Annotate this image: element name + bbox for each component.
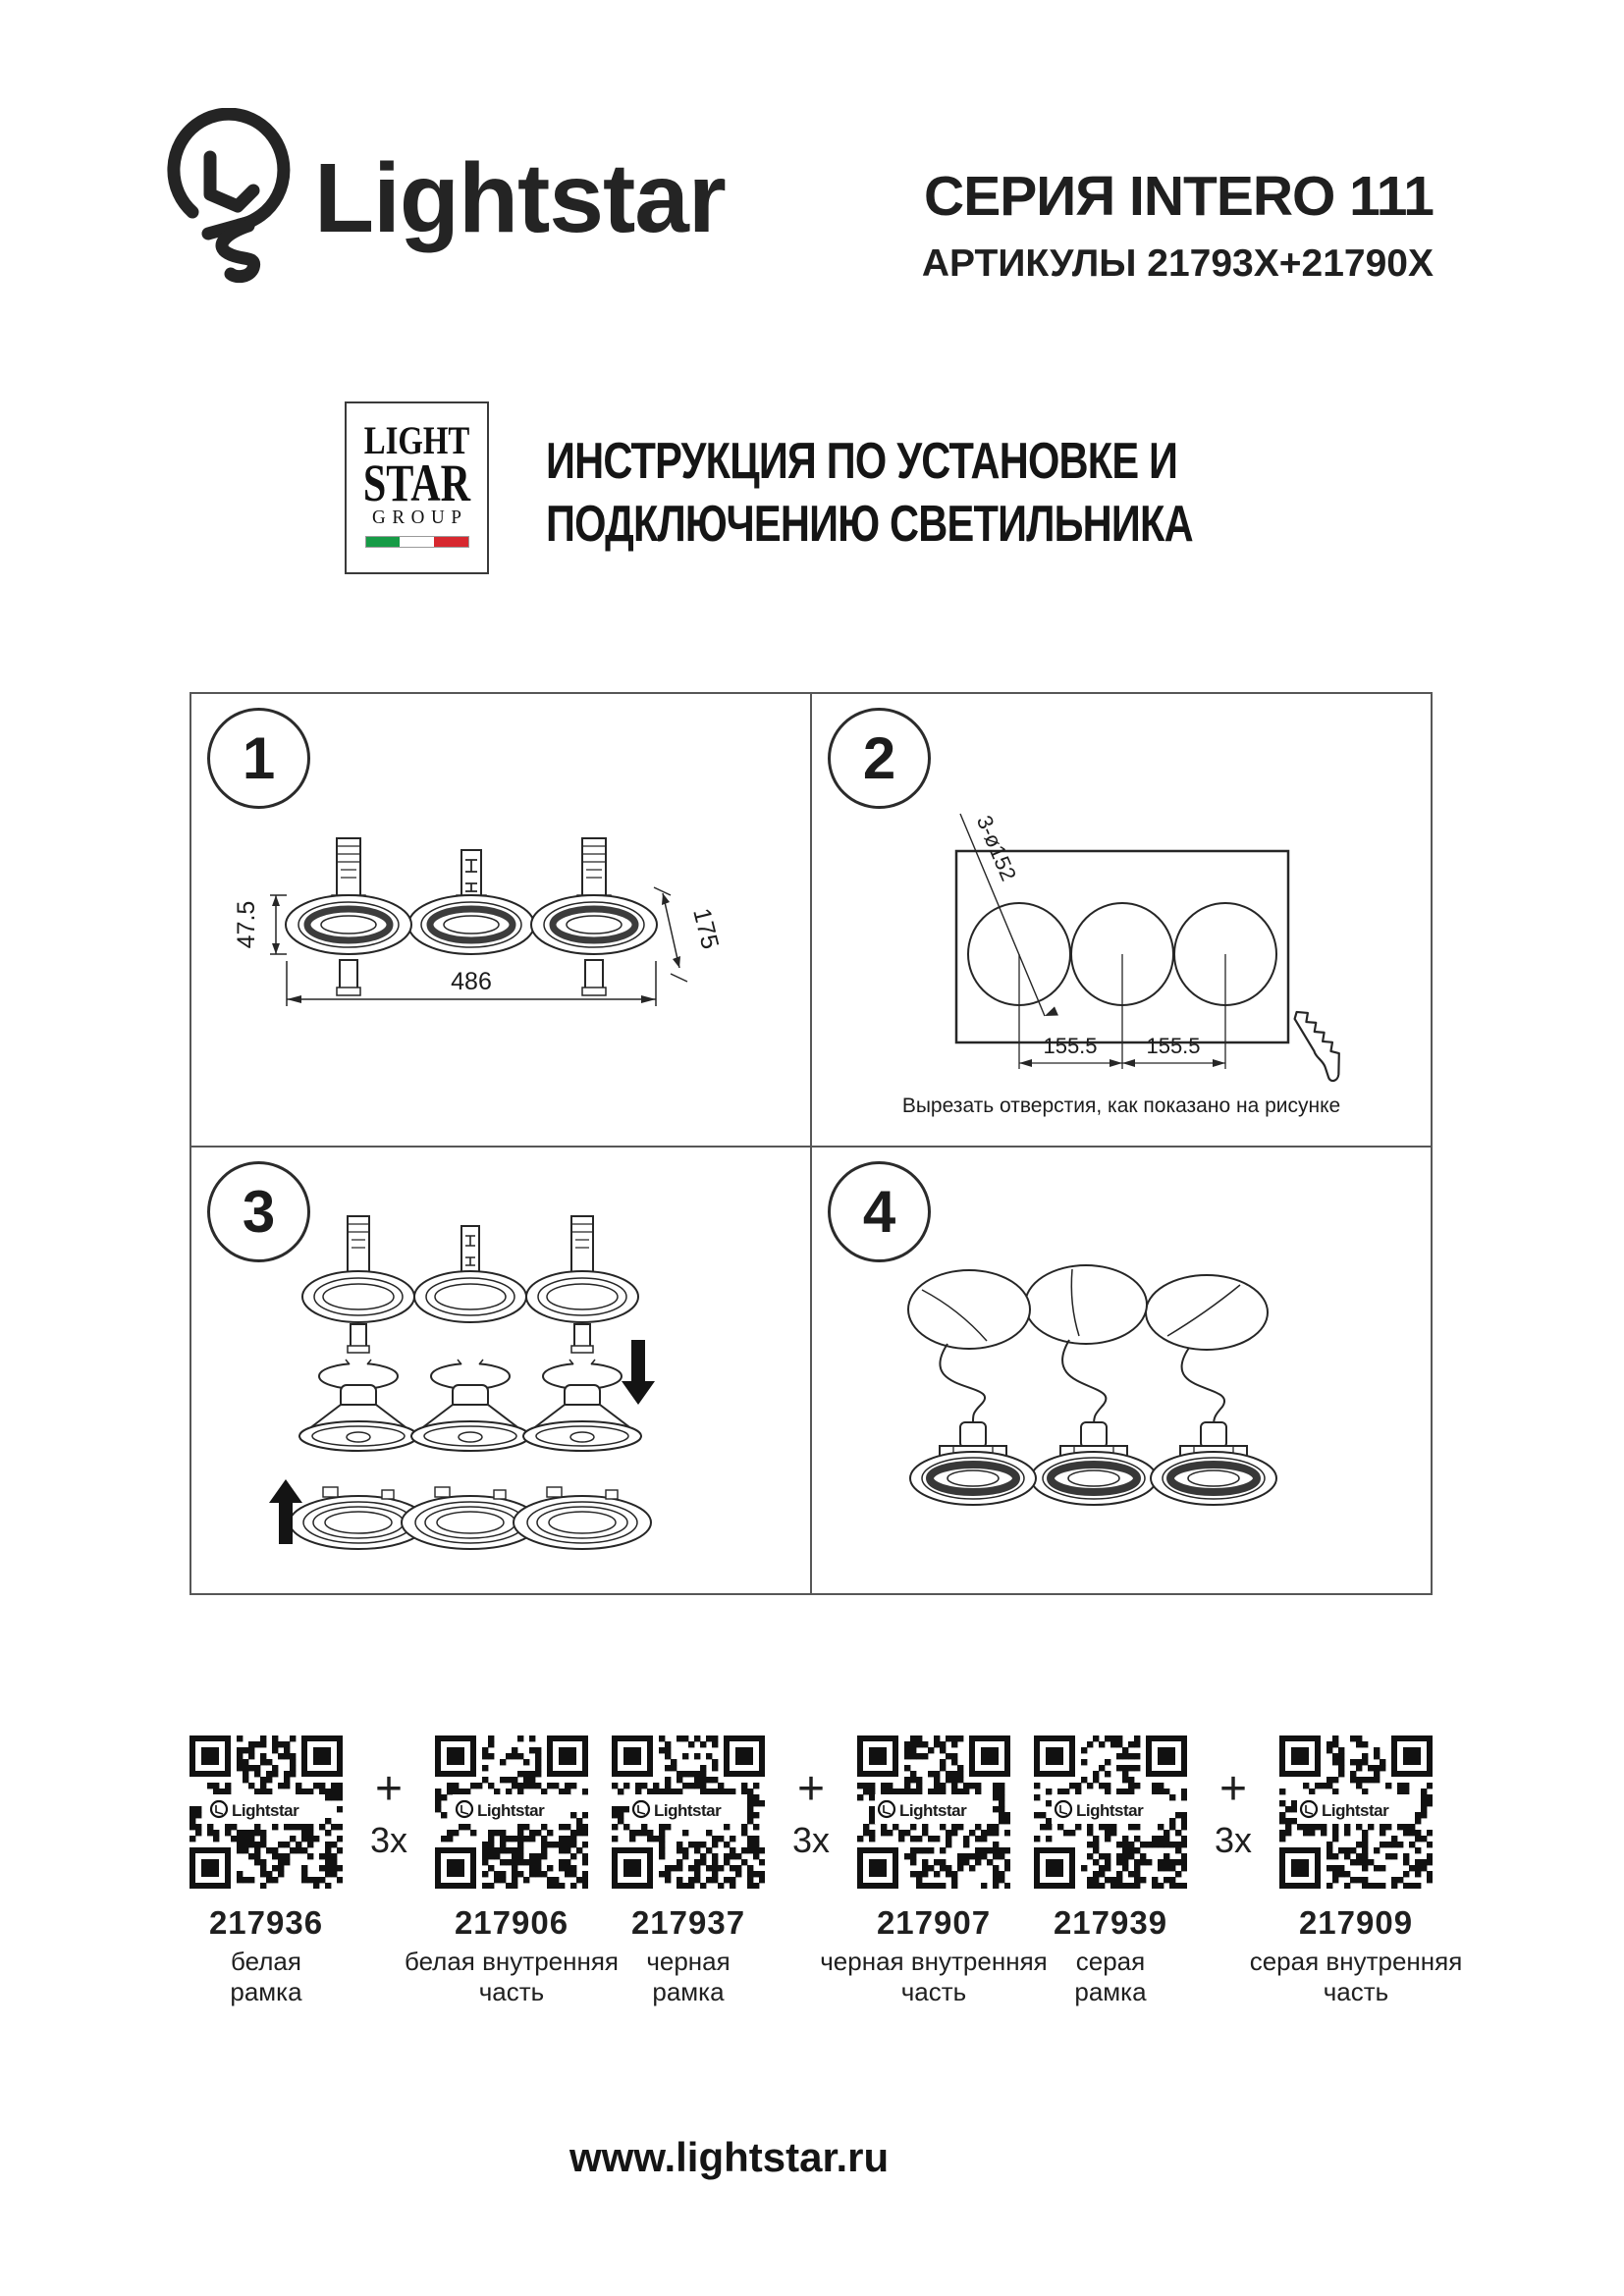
qr-code <box>612 1735 765 1889</box>
series-title: СЕРИЯ INTERO 111 <box>924 165 1434 228</box>
product-item <box>189 1735 343 2007</box>
step4-panel <box>812 1148 1431 1593</box>
step4-number: 4 <box>828 1161 931 1262</box>
qr-code <box>1279 1735 1433 1889</box>
product-code: 217909 <box>1298 1904 1414 1941</box>
group-logo-star: STAR <box>362 454 471 512</box>
qr-code <box>189 1735 343 1889</box>
product-label: серая рамка <box>1074 1947 1147 2006</box>
qr-code <box>435 1735 588 1889</box>
holes-diameter-label: 3-ø152 <box>971 812 1022 885</box>
product-code: 217937 <box>630 1904 746 1941</box>
svg-text:Lightstar: Lightstar <box>477 1801 545 1820</box>
product-code: 217936 <box>208 1904 324 1941</box>
step1-panel <box>191 694 812 1148</box>
svg-text:Lightstar: Lightstar <box>1322 1801 1389 1820</box>
product-label: белая рамка <box>230 1947 302 2006</box>
svg-text:Lightstar: Lightstar <box>232 1801 299 1820</box>
step3-panel <box>191 1148 812 1593</box>
steps-grid <box>189 692 1433 1595</box>
brand-wordmark: Lightstar <box>314 143 726 253</box>
lightstar-group-logo <box>345 401 489 574</box>
series-block <box>921 165 1434 285</box>
product-code: 217906 <box>454 1904 569 1941</box>
product-joiner <box>366 1735 411 1889</box>
dim-depth-label: 175 <box>687 905 725 952</box>
product-joiner <box>788 1735 834 1889</box>
quantity-label: 3x <box>791 1820 831 1860</box>
dim-height-label: 47.5 <box>233 900 260 949</box>
step1-number: 1 <box>207 708 310 809</box>
website-url: www.lightstar.ru <box>569 2134 890 2180</box>
page-title-line2: ПОДКЛЮЧЕНИЮ СВЕТИЛЬНИКА <box>546 496 1193 553</box>
product-item <box>612 1735 765 2007</box>
italian-flag-bar <box>365 536 469 548</box>
plus-sign: + <box>1218 1763 1248 1815</box>
product-label: черная рамка <box>646 1947 731 2006</box>
lightbulb-logo-icon <box>167 108 304 304</box>
saw-icon <box>1283 1007 1353 1083</box>
step2-panel <box>812 694 1431 1148</box>
page-title <box>546 430 1193 556</box>
quantity-label: 3x <box>369 1820 408 1860</box>
svg-text:Lightstar: Lightstar <box>654 1801 722 1820</box>
product-label: белая внутренняя часть <box>404 1947 619 2006</box>
qr-code <box>857 1735 1010 1889</box>
qr-code <box>1034 1735 1187 1889</box>
group-logo-group: GROUP <box>371 507 468 528</box>
step2-number: 2 <box>828 708 931 809</box>
product-label: черная внутренняя часть <box>820 1947 1048 2006</box>
dim-width-label: 486 <box>451 968 492 995</box>
svg-text:Lightstar: Lightstar <box>899 1801 967 1820</box>
step3-number: 3 <box>207 1161 310 1262</box>
plus-sign: + <box>374 1763 404 1815</box>
product-label: серая внутренняя часть <box>1249 1947 1463 2006</box>
svg-text:Lightstar: Lightstar <box>1076 1801 1144 1820</box>
product-item <box>1249 1735 1463 2007</box>
page-title-line1: ИНСТРУКЦИЯ ПО УСТАНОВКЕ И <box>546 433 1178 490</box>
plus-sign: + <box>796 1763 826 1815</box>
product-code: 217939 <box>1053 1904 1168 1941</box>
dim-spacing2-label: 155.5 <box>1146 1034 1201 1058</box>
product-joiner <box>1211 1735 1256 1889</box>
quantity-label: 3x <box>1214 1820 1253 1860</box>
group-logo-light: LIGHT <box>363 418 470 462</box>
arrow-down-icon <box>622 1340 655 1405</box>
dim-spacing1-label: 155.5 <box>1043 1034 1098 1058</box>
product-qr-row <box>189 1735 1463 2007</box>
product-code: 217907 <box>876 1904 992 1941</box>
step2-caption: Вырезать отверстия, как показано на рисунке <box>901 1095 1341 1117</box>
product-item <box>1034 1735 1187 2007</box>
series-articles: АРТИКУЛЫ 21793X+21790X <box>921 242 1434 285</box>
